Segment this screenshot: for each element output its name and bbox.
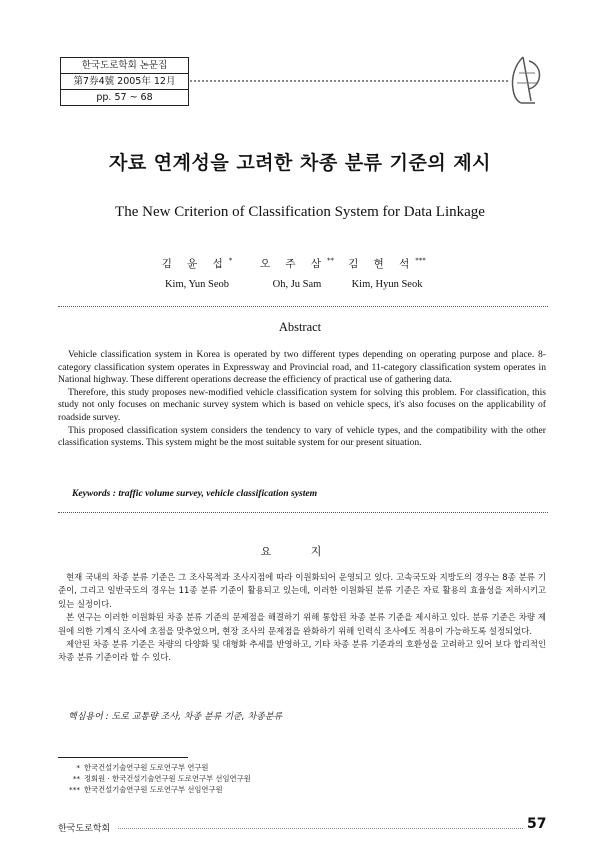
- journal-pages: pp. 57 ~ 68: [96, 92, 153, 103]
- page-number: 57: [527, 816, 547, 832]
- header-dotted-line: [190, 80, 508, 82]
- footnote-rule: [58, 757, 188, 758]
- footnote-3-mark: ***: [69, 785, 80, 794]
- author-3: [332, 256, 442, 290]
- footnote-2-mark: **: [72, 774, 80, 783]
- journal-name: 한국도로학회 논문집: [61, 58, 188, 74]
- korean-summary-paragraph: 제안된 차종 분류 기준은 차량의 다양화 및 대형화 추세를 반영하고, 기타 차종 분류 기준과의 호환성을 고려하고 있어 보다 합리적인 차종 분류 기준이라 할 수 있다.: [58, 639, 546, 663]
- abstract-body: [58, 349, 546, 450]
- journal-issue: 第7券4號 2005年 12月: [61, 74, 188, 90]
- society-logo-icon: [505, 55, 545, 105]
- author-3-mark: ***: [415, 256, 426, 265]
- paper-title-english: The New Criterion of Classification System for Data Linkage: [115, 204, 485, 220]
- korean-summary-paragraph: 현재 국내의 차종 분류 기준은 그 조사목적과 조사지점에 따라 이원화되어 운영되고 있다. 고속국도와 지방도의 경우는 8종 분류 기준이, 그리고 일반국도의 경우는 11종 분류 기준이 활용되고 있는데, 이러한 이원화된 분류 기준은 자료 활용의 효율성을 저하시키고 있는 실정이다.: [58, 572, 546, 609]
- footnote-2-text: 정회원 · 한국건설기술연구원 도로연구부 선임연구원: [84, 774, 251, 783]
- footnote-3: [58, 785, 223, 795]
- author-1-name-ko: 김 윤 섭: [161, 258, 229, 270]
- korean-summary-heading: 요 지: [260, 545, 340, 558]
- abstract-top-rule: [58, 306, 548, 307]
- footer-dotted-line: [118, 828, 523, 829]
- author-1-name-en: Kim, Yun Seob: [164, 279, 230, 290]
- korean-summary-body: [58, 571, 546, 665]
- journal-info-box: [60, 57, 189, 106]
- korean-summary-paragraph: 본 연구는 이러한 이원화된 차종 분류 기준의 문제점을 해결하기 위해 통합된 차종 분류 기준을 제시하고 있다. 분류 기준은 차량 제원에 의한 기계식 조사에 초점을 맞추었으며, 현장 조사의 문제점을 완화하기 위해 인력식 조사에도 적용이 가능하도록 설정되었다.: [58, 612, 546, 636]
- author-2-mark: **: [327, 256, 335, 265]
- abstract-paragraph: Therefore, this study proposes new-modified vehicle classification system for solving this problem. For classification, this study not only focuses on mechanic survey system which is based on vehicle specs, it's also focuses on the applicability of roadside survey.: [58, 386, 546, 423]
- footnote-1: [58, 763, 208, 773]
- footnote-2: [58, 774, 251, 784]
- footnote-1-mark: *: [76, 763, 80, 772]
- abstract-paragraph: Vehicle classification system in Korea is operated by two different types depending on operating purpose and place. 8-category classification system operates in Expressway and Provincial road, and 11-category classification system operates in National highway. These different operations decrease the efficiency of practical use of gathering data.: [58, 349, 546, 386]
- abstract-keywords: Keywords : traffic volume survey, vehicle classification system: [72, 488, 318, 499]
- author-3-name-en: Kim, Hyun Seok: [351, 279, 423, 290]
- abstract-heading: Abstract: [278, 320, 322, 334]
- abstract-bottom-rule: [58, 512, 548, 513]
- footnote-3-text: 한국건설기술연구원 도로연구부 선임연구원: [84, 785, 223, 794]
- author-2-name-en: Oh, Ju Sam: [272, 279, 322, 290]
- author-1-mark: *: [228, 256, 233, 265]
- author-1: [142, 256, 252, 290]
- footer-society: 한국도로학회: [58, 824, 111, 834]
- footnote-1-text: 한국건설기술연구원 도로연구부 연구원: [84, 763, 209, 772]
- abstract-paragraph: This proposed classification system considers the tendency to vary of vehicle types, and the compatibility with the other classification systems. This system might be the most suitable system for our present situation.: [58, 424, 546, 449]
- author-2-name-ko: 오 주 삼: [259, 258, 328, 270]
- korean-keywords: 핵심용어 : 도로 교통량 조사, 차종 분류 기준, 차종분류: [68, 712, 283, 722]
- author-3-name-ko: 김 현 석: [348, 258, 416, 270]
- paper-title-korean: 자료 연계성을 고려한 차종 분류 기준의 제시: [108, 152, 492, 174]
